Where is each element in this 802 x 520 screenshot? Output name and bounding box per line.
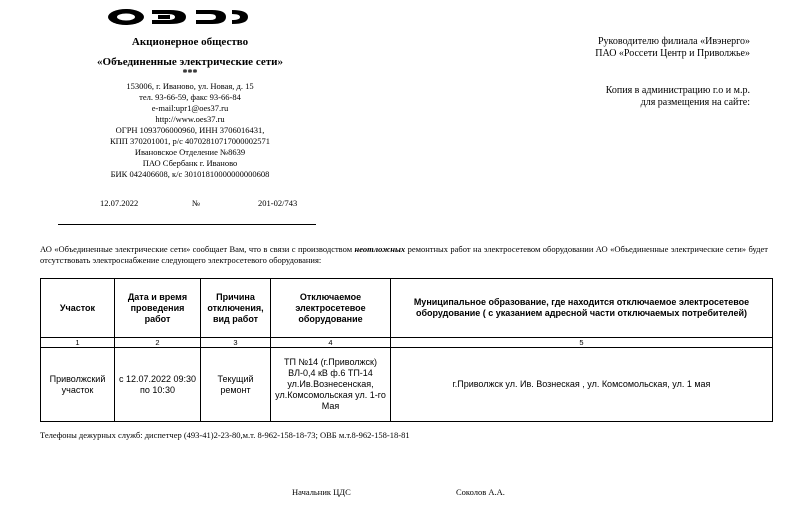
column-number: 4 — [271, 338, 391, 348]
column-number: 3 — [201, 338, 271, 348]
org-ogrn-inn: ОГРН 1093706000960, ИНН 3706016431, — [115, 125, 265, 135]
org-phone: тел. 93-66-59, факс 93-66-84 — [139, 92, 241, 102]
copy-recipient — [480, 85, 750, 109]
cell-datetime: с 12.07.2022 09:30 по 10:30 — [115, 348, 201, 422]
duty-phones: Телефоны дежурных служб: диспетчер (493-41)2-23-80,м.т. 8-962-158-18-73; ОВБ м.т.8-962-158-18-81 — [40, 430, 410, 440]
org-bank-branch: Ивановское Отделение №8639 — [134, 147, 246, 157]
column-header-site: Участок — [41, 279, 115, 338]
column-header-datetime: Дата и время проведения работ — [115, 279, 201, 338]
addressee-line-1: Руководителю филиала «Ивэнерго» — [598, 36, 750, 47]
notice-after: ремонтных работ на электросетевом оборудовании АО «Объединенные электрические сети» будет отсутствовать электроснабжение следующего электросетевого оборудования: — [40, 244, 768, 265]
table-number-row — [41, 338, 773, 348]
copy-line-1: Копия в администрацию г.о и м.р. — [605, 85, 750, 96]
org-form: Акционерное общество — [131, 36, 249, 48]
column-header-reason: Причина отключения, вид работ — [201, 279, 271, 338]
org-name: «Объединенные электрические сети» — [97, 56, 283, 68]
signer-title: Начальник ЦДС — [292, 487, 351, 497]
org-bik: БИК 042406608, к/с 30101810000000000608 — [110, 169, 270, 179]
notice-before: АО «Объединенные электрические сети» сообщает Вам, что в связи с производством — [40, 244, 355, 254]
table-row — [41, 348, 773, 422]
org-address: 153006, г. Иваново, ул. Новая, д. 15 — [126, 81, 254, 91]
signer-name: Соколов А.А. — [456, 487, 505, 497]
column-header-municipality: Муниципальное образование, где находится отключаемое электросетевое оборудование ( с указанием адресной части отключаемых потребителей) — [391, 279, 773, 338]
org-website: http://www.oes37.ru — [155, 114, 225, 124]
letter-number-label: № — [192, 198, 201, 208]
addressee — [480, 36, 750, 60]
cell-reason: Текущий ремонт — [201, 348, 271, 422]
notice-emphasis: неотложных — [354, 244, 406, 254]
letter-number: 201-02/743 — [258, 198, 298, 208]
column-header-equipment: Отключаемое электросетевое оборудование — [271, 279, 391, 338]
addressee-line-2: ПАО «Россети Центр и Приволжье» — [595, 48, 750, 59]
copy-line-2: для размещения на сайте: — [640, 97, 750, 108]
notice-text — [40, 244, 768, 266]
org-stars: *** — [182, 68, 198, 79]
table-header-row — [41, 279, 773, 338]
org-kpp-account: КПП 370201001, р/с 40702810717000002571 — [109, 136, 271, 146]
org-bank-name: ПАО Сбербанк г. Иваново — [142, 158, 238, 168]
company-logo — [104, 6, 254, 28]
org-email: e-mail:upr1@oes37.ru — [151, 103, 229, 113]
header-divider — [58, 224, 316, 225]
letter-date: 12.07.2022 — [100, 198, 139, 208]
cell-site: Приволжский участок — [41, 348, 115, 422]
column-number: 5 — [391, 338, 773, 348]
org-requisites — [40, 36, 340, 180]
cell-equipment: ТП №14 (г.Приволжск) ВЛ-0,4 кВ ф.6 ТП-14 ул.Ив.Вознесенская, ул.Комсомольская ул. 1-го Мая — [271, 348, 391, 422]
outage-table — [40, 278, 773, 422]
column-number: 1 — [41, 338, 115, 348]
cell-municipality: г.Приволжск ул. Ив. Вознеская , ул. Комсомольская, ул. 1 мая — [391, 348, 773, 422]
column-number: 2 — [115, 338, 201, 348]
